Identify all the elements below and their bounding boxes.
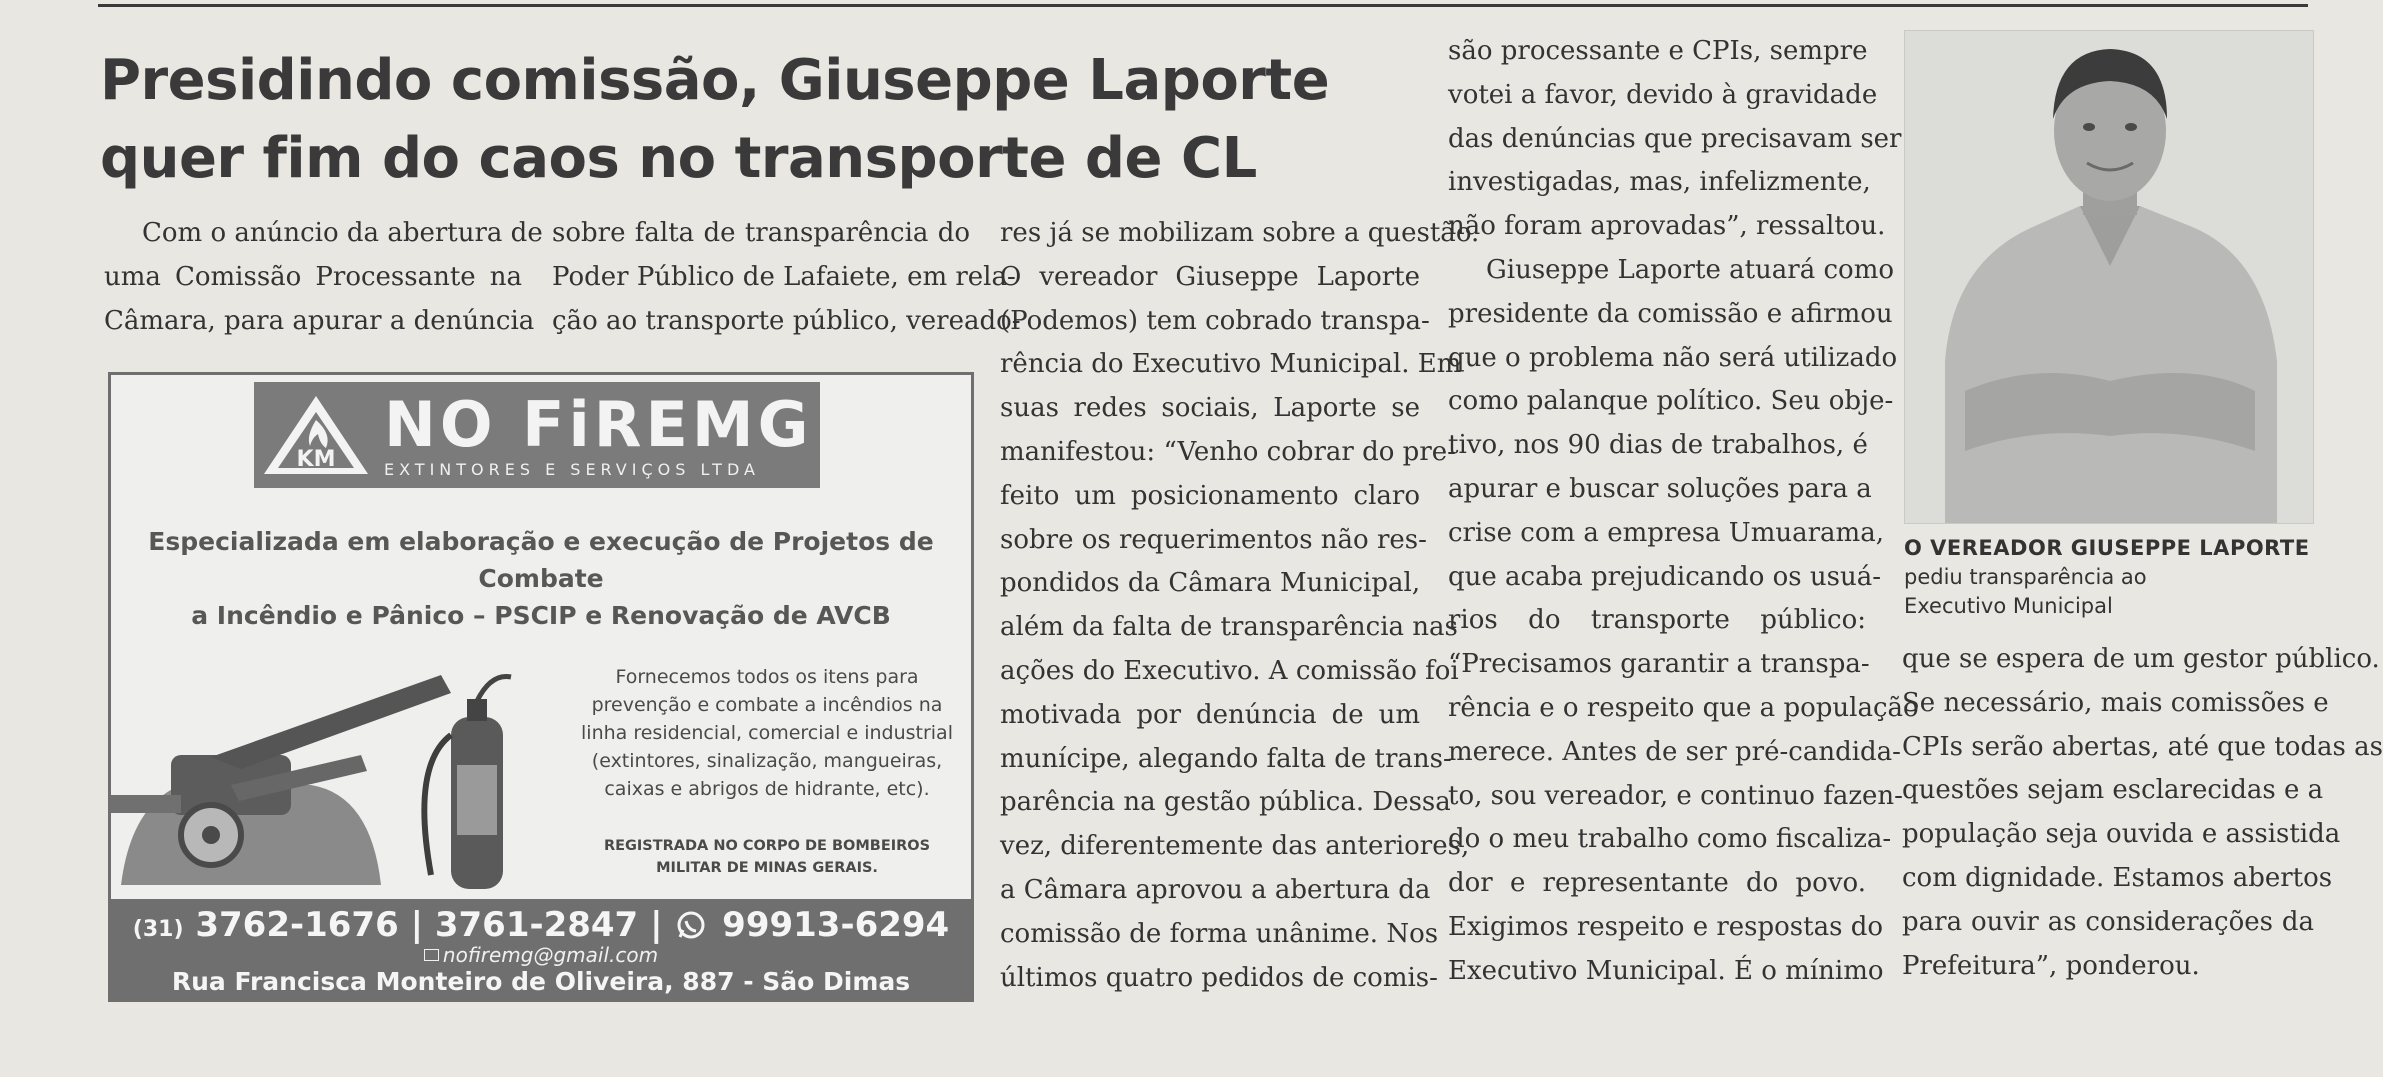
phone-separator: | (410, 905, 435, 945)
text-line: tivo, nos 90 dias de trabalhos, é (1448, 430, 1868, 461)
text-line: além da falta de transparência nas (1000, 612, 1458, 643)
text-line: manifestou: “Venho cobrar do pre- (1000, 436, 1456, 467)
article-column-4 (1448, 30, 1919, 994)
text-line: res já se mobilizam sobre a questão. (1000, 218, 1480, 248)
headline-line-1: Presidindo comissão, Giuseppe Laporte (100, 48, 1330, 113)
ad-registration-note (577, 835, 957, 879)
text-line: investigadas, mas, infelizmente, (1448, 167, 1871, 198)
text-line: Exigimos respeito e respostas do (1448, 911, 1884, 942)
caption-title: O VEREADOR GIUSEPPE LAPORTE (1904, 536, 2310, 560)
ad-brand-name: NO FiREMG (384, 388, 813, 461)
article-column-1 (104, 212, 543, 343)
text-line: não foram aprovadas”, ressaltou. (1448, 211, 1886, 242)
text-line: rência do Executivo Municipal. Em (1000, 349, 1462, 380)
text-line: Giuseppe Laporte atuará como (1486, 254, 1895, 285)
ad-registration-line-2: MILITAR DE MINAS GERAIS. (656, 860, 878, 876)
text-line: sobre falta de transparência do (552, 218, 970, 248)
headline-line-2: quer fim do caos no transporte de CL (100, 126, 1257, 191)
photo-giuseppe-laporte (1904, 30, 2314, 524)
top-rule (98, 4, 2308, 7)
text-line: feito um posicionamento claro (1000, 480, 1420, 511)
text-line: como palanque político. Seu obje- (1448, 386, 1894, 417)
text-line: que acaba prejudicando os usuá- (1448, 561, 1881, 592)
ad-phone-2: 3761-2847 (434, 905, 639, 945)
text-line: que o problema não será utilizado (1448, 342, 1898, 373)
ad-registration-line-1: REGISTRADA NO CORPO DE BOMBEIROS (603, 838, 931, 854)
ad-whatsapp-number: 99913-6294 (722, 905, 950, 945)
caption-line-2: Executivo Municipal (1904, 594, 2113, 618)
text-line: motivada por denúncia de um (1000, 699, 1420, 730)
text-line: das denúncias que precisavam ser (1448, 123, 1902, 154)
whatsapp-icon (676, 910, 706, 940)
text-line: CPIs serão abertas, até que todas as (1902, 731, 2383, 762)
text-line: vez, diferentemente das anteriores, (1000, 831, 1470, 862)
text-line: merece. Antes de ser pré-candida- (1448, 736, 1901, 767)
text-line: ção ao transporte público, vereado- (552, 305, 1021, 336)
text-line: suas redes sociais, Laporte se (1000, 393, 1420, 424)
text-line: apurar e buscar soluções para a (1448, 473, 1872, 504)
ad-description: Fornecemos todos os itens para prevenção e combate a incêndios na linha residencial, comercial e industrial (extintores, sinalização, mangueiras, caixas e abrigos de hidrante, etc). (581, 666, 953, 800)
advertisement-nofiremg (108, 372, 974, 1002)
text-line: Com o anúncio da abertura de (142, 218, 543, 248)
fire-extinguisher-icon (111, 645, 571, 899)
text-line: que se espera de um gestor público. (1902, 644, 2380, 674)
ad-address: Rua Francisca Monteiro de Oliveira, 887 - São Dimas (171, 967, 911, 996)
photo-caption (1904, 534, 2324, 621)
text-line: munícipe, alegando falta de trans- (1000, 743, 1452, 774)
text-line: presidente da comissão e afirmou (1448, 298, 1893, 329)
article-column-3 (1000, 212, 1480, 1000)
caption-line-1: pediu transparência ao (1904, 565, 2147, 589)
text-line: pondidos da Câmara Municipal, (1000, 568, 1421, 599)
text-line: dor e representante do povo. (1448, 868, 1866, 899)
text-line: rios do transporte público: (1448, 605, 1866, 636)
ad-headline (121, 523, 961, 634)
text-line: Poder Público de Lafaiete, em rela- (552, 261, 1016, 292)
text-line: para ouvir as considerações da (1902, 906, 2314, 937)
article-column-5 (1902, 638, 2383, 988)
text-line: parência na gestão pública. Dessa (1000, 787, 1451, 818)
text-line: Se necessário, mais comissões e (1902, 687, 2329, 718)
text-line: Câmara, para apurar a denúncia (104, 305, 535, 336)
text-line: com dignidade. Estamos abertos (1902, 862, 2333, 893)
text-line: O vereador Giuseppe Laporte (1000, 261, 1420, 292)
text-line: a Câmara aprovou a abertura da (1000, 874, 1431, 905)
text-line: últimos quatro pedidos de comis- (1000, 962, 1438, 993)
text-line: ações do Executivo. A comissão foi (1000, 655, 1459, 686)
ad-tagline: EXTINTORES E SERVIÇOS LTDA (384, 460, 760, 479)
ad-email-address: nofiremg@gmail.com (442, 943, 659, 967)
ad-headline-line-1: Especializada em elaboração e execução de Projetos de Combate (148, 527, 934, 593)
portrait-illustration (1905, 31, 2313, 523)
mail-icon (424, 949, 439, 961)
text-line: Executivo Municipal. É o mínimo (1448, 955, 1884, 986)
ad-email (111, 943, 971, 967)
article-column-2 (552, 212, 1021, 343)
text-line: questões sejam esclarecidas e a (1902, 775, 2324, 806)
text-line: rência e o respeito que a população (1448, 692, 1919, 723)
text-line: (Podemos) tem cobrado transpa- (1000, 305, 1430, 336)
text-line: “Precisamos garantir a transpa- (1448, 649, 1870, 680)
fire-logo-icon (260, 390, 372, 480)
ad-headline-line-2: a Incêndio e Pânico – PSCIP e Renovação de AVCB (191, 601, 891, 630)
text-line: população seja ouvida e assistida (1902, 819, 2341, 850)
text-line: to, sou vereador, e continuo fazen- (1448, 780, 1903, 811)
text-line: crise com a empresa Umuarama, (1448, 517, 1884, 548)
text-line: são processante e CPIs, sempre (1448, 36, 1868, 66)
ad-contact-banner (111, 899, 971, 999)
ad-phone-1: 3762-1676 (195, 905, 399, 945)
article-headline (100, 42, 1400, 198)
ad-logo (254, 382, 820, 488)
text-line: Prefeitura”, ponderou. (1902, 950, 2200, 981)
text-line: comissão de forma unânime. Nos (1000, 918, 1439, 949)
text-line: sobre os requerimentos não res- (1000, 524, 1427, 555)
ad-area-code: (31) (132, 917, 184, 942)
phone-separator: | (650, 905, 675, 945)
text-line: votei a favor, devido à gravidade (1448, 79, 1878, 110)
logo-mark-text: KM (296, 447, 336, 472)
text-line: uma Comissão Processante na (104, 261, 522, 292)
text-line: do o meu trabalho como fiscaliza- (1448, 824, 1892, 855)
